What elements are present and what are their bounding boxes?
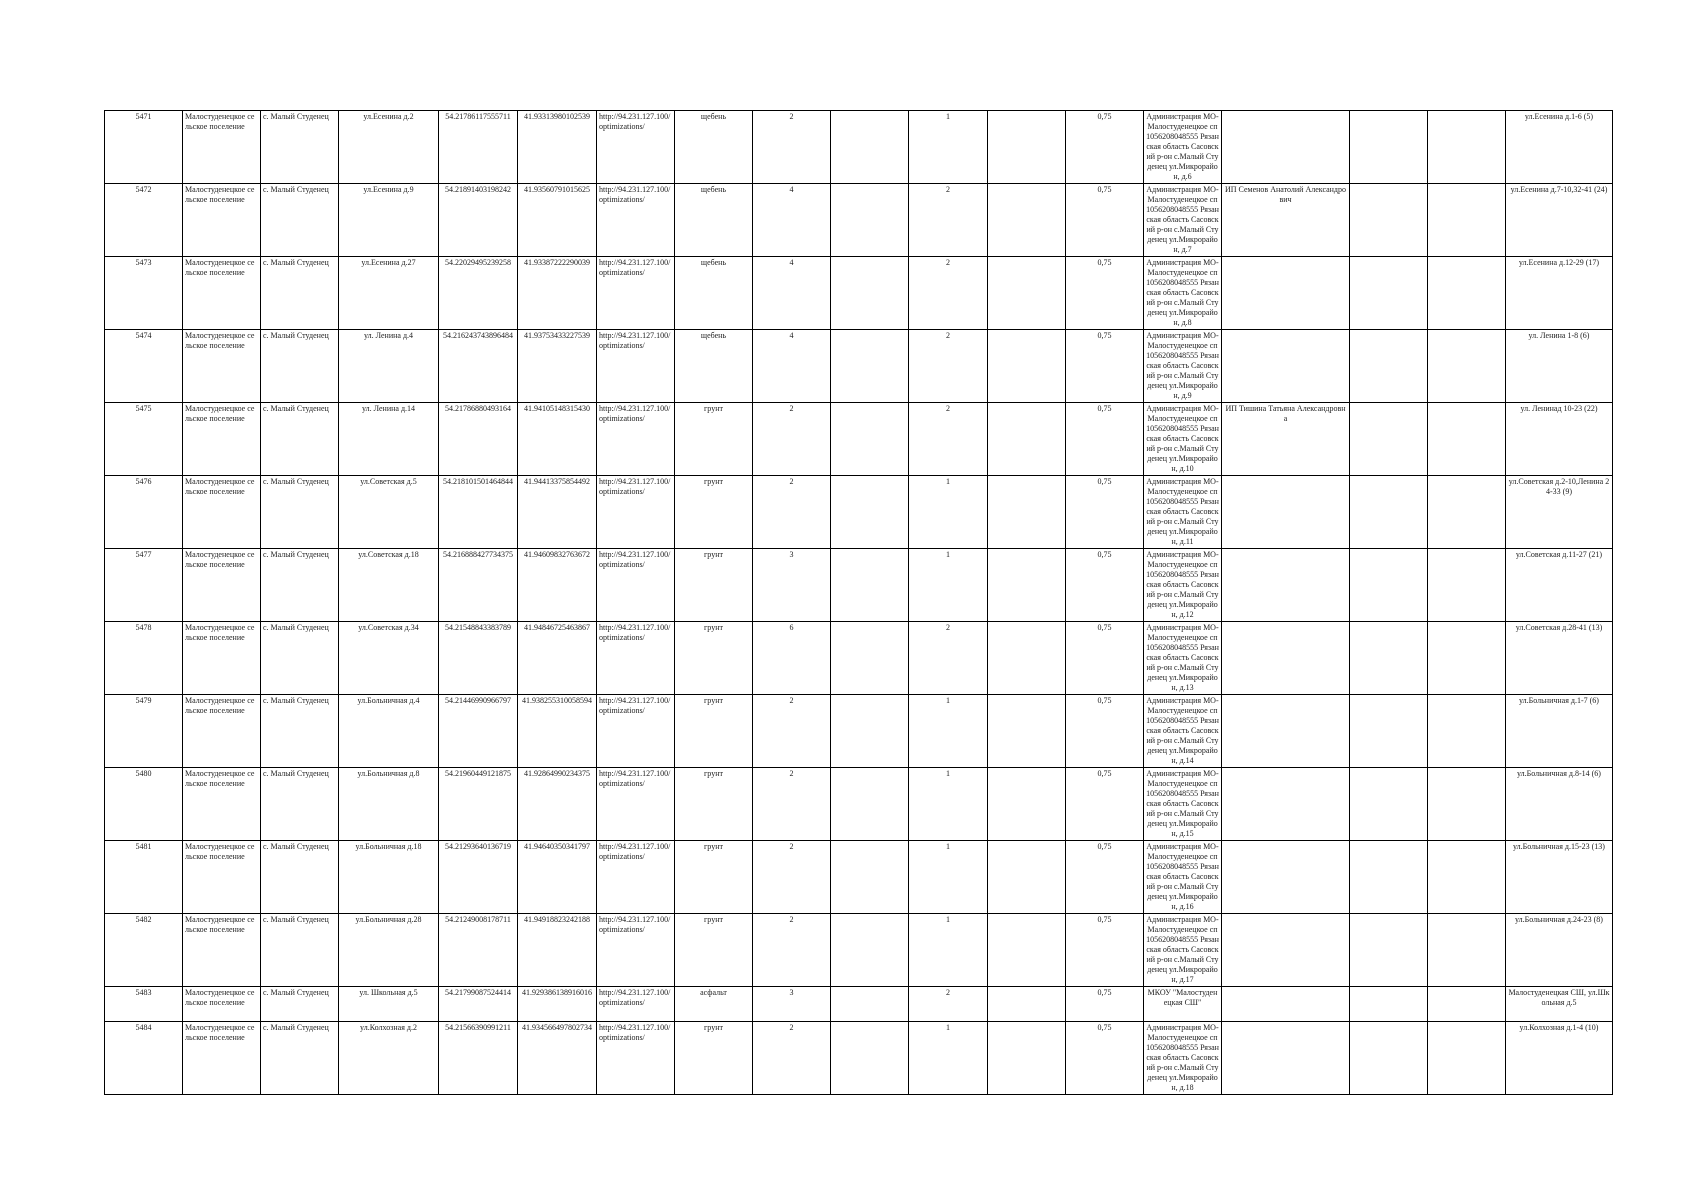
cell-address: ул.Советская д.34 [339,622,439,695]
cell-id: 5473 [105,257,183,330]
cell-empty [1428,476,1506,549]
cell-area: 0,75 [1066,841,1144,914]
cell-count: 2 [909,257,988,330]
cell-map-link: http://94.231.127.100/optimizations/ [597,768,675,841]
cell-id: 5480 [105,768,183,841]
cell-latitude: 54.21786880493164 [439,403,518,476]
cell-operator: ИП Тишина Татьяна Александровна [1222,403,1350,476]
cell-owner: Администрация МО-Малостуденецкое сп 1056208048555 Рязанская область Сасовский р-он с.Малый Студенец ул.Микрорайон, д.18 [1144,1022,1222,1095]
cell-settlement: Малостуденецкое сельское поселение [183,841,261,914]
cell-count: 1 [909,111,988,184]
cell-count: 1 [909,476,988,549]
cell-count: 1 [909,914,988,987]
cell-empty [831,257,909,330]
cell-empty [988,257,1066,330]
cell-empty [831,330,909,403]
cell-served-addresses: ул.Колхозная д.1-4 (10) [1506,1022,1613,1095]
cell-count: 6 [753,622,831,695]
cell-empty [1350,841,1428,914]
cell-locality: с. Малый Студенец [261,768,339,841]
cell-empty [1428,987,1506,1022]
cell-latitude: 54.218101501464844 [439,476,518,549]
cell-surface: щебень [675,330,753,403]
cell-count: 4 [753,184,831,257]
cell-latitude: 54.21446990966797 [439,695,518,768]
cell-locality: с. Малый Студенец [261,1022,339,1095]
cell-empty [1350,330,1428,403]
cell-settlement: Малостуденецкое сельское поселение [183,914,261,987]
table-row [105,111,1613,184]
cell-empty [988,111,1066,184]
cell-area: 0,75 [1066,111,1144,184]
cell-empty [1350,549,1428,622]
cell-operator [1222,841,1350,914]
cell-map-link: http://94.231.127.100/optimizations/ [597,476,675,549]
cell-surface: щебень [675,257,753,330]
cell-empty [988,184,1066,257]
table-row [105,768,1613,841]
table-row [105,987,1613,1022]
cell-area: 0,75 [1066,768,1144,841]
cell-longitude: 41.93560791015625 [518,184,597,257]
cell-latitude: 54.216243743896484 [439,330,518,403]
cell-map-link: http://94.231.127.100/optimizations/ [597,111,675,184]
cell-id: 5479 [105,695,183,768]
cell-id: 5481 [105,841,183,914]
cell-count: 1 [909,1022,988,1095]
cell-address: ул. Ленина д.14 [339,403,439,476]
cell-locality: с. Малый Студенец [261,914,339,987]
cell-settlement: Малостуденецкое сельское поселение [183,184,261,257]
cell-empty [988,622,1066,695]
cell-address: ул.Больничная д.28 [339,914,439,987]
cell-longitude: 41.94918823242188 [518,914,597,987]
cell-owner: Администрация МО-Малостуденецкое сп 1056208048555 Рязанская область Сасовский р-он с.Малый Студенец ул.Микрорайон, д.8 [1144,257,1222,330]
cell-longitude: 41.94609832763672 [518,549,597,622]
cell-count: 2 [909,622,988,695]
cell-served-addresses: ул.Есенина д.7-10,32-41 (24) [1506,184,1613,257]
cell-count: 2 [909,184,988,257]
cell-address: ул.Есенина д.9 [339,184,439,257]
cell-count: 2 [753,1022,831,1095]
cell-map-link: http://94.231.127.100/optimizations/ [597,184,675,257]
cell-empty [1428,622,1506,695]
cell-owner: Администрация МО-Малостуденецкое сп 1056208048555 Рязанская область Сасовский р-он с.Малый Студенец ул.Микрорайон, д.9 [1144,330,1222,403]
cell-count: 2 [753,476,831,549]
cell-count: 2 [753,768,831,841]
cell-operator: ИП Семенов Анатолий Александрович [1222,184,1350,257]
cell-id: 5484 [105,1022,183,1095]
cell-area: 0,75 [1066,330,1144,403]
cell-locality: с. Малый Студенец [261,695,339,768]
cell-empty [988,330,1066,403]
cell-latitude: 54.21293640136719 [439,841,518,914]
cell-owner: Администрация МО-Малостуденецкое сп 1056208048555 Рязанская область Сасовский р-он с.Малый Студенец ул.Микрорайон, д.14 [1144,695,1222,768]
cell-id: 5482 [105,914,183,987]
cell-operator [1222,622,1350,695]
cell-served-addresses: ул. Ленина 1-8 (6) [1506,330,1613,403]
cell-area: 0,75 [1066,987,1144,1022]
table-row [105,841,1613,914]
cell-map-link: http://94.231.127.100/optimizations/ [597,330,675,403]
cell-count: 3 [753,987,831,1022]
cell-empty [1428,549,1506,622]
cell-settlement: Малостуденецкое сельское поселение [183,987,261,1022]
cell-empty [1428,330,1506,403]
cell-longitude: 41.934566497802734 [518,1022,597,1095]
cell-settlement: Малостуденецкое сельское поселение [183,330,261,403]
cell-empty [831,841,909,914]
cell-count: 1 [909,841,988,914]
cell-id: 5478 [105,622,183,695]
cell-count: 1 [909,768,988,841]
cell-address: ул. Школьная д.5 [339,987,439,1022]
cell-owner: Администрация МО-Малостуденецкое сп 1056208048555 Рязанская область Сасовский р-он с.Малый Студенец ул.Микрорайон, д.12 [1144,549,1222,622]
cell-surface: грунт [675,476,753,549]
cell-served-addresses: ул.Есенина д.12-29 (17) [1506,257,1613,330]
cell-operator [1222,330,1350,403]
cell-operator [1222,111,1350,184]
cell-longitude: 41.94413375854492 [518,476,597,549]
cell-locality: с. Малый Студенец [261,184,339,257]
cell-id: 5483 [105,987,183,1022]
cell-empty [831,184,909,257]
cell-area: 0,75 [1066,403,1144,476]
table-row [105,403,1613,476]
cell-count: 2 [909,330,988,403]
cell-operator [1222,914,1350,987]
cell-longitude: 41.938255310058594 [518,695,597,768]
cell-locality: с. Малый Студенец [261,987,339,1022]
cell-id: 5476 [105,476,183,549]
table-row [105,476,1613,549]
cell-surface: щебень [675,111,753,184]
cell-map-link: http://94.231.127.100/optimizations/ [597,695,675,768]
cell-empty [1350,1022,1428,1095]
cell-address: ул. Ленина д.4 [339,330,439,403]
cell-surface: грунт [675,1022,753,1095]
cell-longitude: 41.93753433227539 [518,330,597,403]
cell-id: 5472 [105,184,183,257]
table-row [105,257,1613,330]
cell-empty [1350,695,1428,768]
cell-longitude: 41.929386138916016 [518,987,597,1022]
cell-latitude: 54.21548843383789 [439,622,518,695]
cell-served-addresses: Малостуденецкая СШ, ул.Школьная д.5 [1506,987,1613,1022]
cell-owner: Администрация МО-Малостуденецкое сп 1056208048555 Рязанская область Сасовский р-он с.Малый Студенец ул.Микрорайон, д.11 [1144,476,1222,549]
cell-owner: Администрация МО-Малостуденецкое сп 1056208048555 Рязанская область Сасовский р-он с.Малый Студенец ул.Микрорайон, д.6 [1144,111,1222,184]
cell-served-addresses: ул.Советская д.2-10,Ленина 24-33 (9) [1506,476,1613,549]
cell-area: 0,75 [1066,549,1144,622]
cell-empty [831,987,909,1022]
cell-count: 2 [909,987,988,1022]
cell-count: 1 [909,695,988,768]
cell-area: 0,75 [1066,184,1144,257]
cell-empty [1428,403,1506,476]
cell-surface: грунт [675,549,753,622]
cell-settlement: Малостуденецкое сельское поселение [183,1022,261,1095]
cell-locality: с. Малый Студенец [261,111,339,184]
cell-settlement: Малостуденецкое сельское поселение [183,549,261,622]
cell-empty [831,622,909,695]
cell-served-addresses: ул. Ленинад 10-23 (22) [1506,403,1613,476]
cell-address: ул.Советская д.18 [339,549,439,622]
cell-owner: Администрация МО-Малостуденецкое сп 1056208048555 Рязанская область Сасовский р-он с.Малый Студенец ул.Микрорайон, д.17 [1144,914,1222,987]
cell-empty [988,403,1066,476]
cell-empty [1428,841,1506,914]
cell-operator [1222,987,1350,1022]
cell-owner: Администрация МО-Малостуденецкое сп 1056208048555 Рязанская область Сасовский р-он с.Малый Студенец ул.Микрорайон, д.10 [1144,403,1222,476]
cell-served-addresses: ул.Есенина д.1-6 (5) [1506,111,1613,184]
cell-owner: Администрация МО-Малостуденецкое сп 1056208048555 Рязанская область Сасовский р-он с.Малый Студенец ул.Микрорайон, д.16 [1144,841,1222,914]
cell-empty [988,695,1066,768]
cell-count: 2 [753,914,831,987]
cell-empty [1350,914,1428,987]
cell-operator [1222,695,1350,768]
cell-empty [1350,476,1428,549]
waste-sites-table [104,110,1613,1095]
cell-surface: асфальт [675,987,753,1022]
cell-served-addresses: ул.Советская д.28-41 (13) [1506,622,1613,695]
cell-map-link: http://94.231.127.100/optimizations/ [597,403,675,476]
cell-longitude: 41.93313980102539 [518,111,597,184]
cell-surface: грунт [675,768,753,841]
cell-surface: щебень [675,184,753,257]
cell-locality: с. Малый Студенец [261,841,339,914]
cell-locality: с. Малый Студенец [261,257,339,330]
cell-latitude: 54.21786117555711 [439,111,518,184]
cell-count: 2 [909,403,988,476]
cell-empty [1350,257,1428,330]
table-row [105,695,1613,768]
cell-map-link: http://94.231.127.100/optimizations/ [597,841,675,914]
cell-address: ул.Есенина д.27 [339,257,439,330]
cell-operator [1222,768,1350,841]
cell-latitude: 54.21249008178711 [439,914,518,987]
cell-surface: грунт [675,622,753,695]
cell-settlement: Малостуденецкое сельское поселение [183,768,261,841]
cell-owner: МКОУ "Малостуденецкая СШ" [1144,987,1222,1022]
cell-longitude: 41.92864990234375 [518,768,597,841]
cell-empty [1350,987,1428,1022]
cell-latitude: 54.21891403198242 [439,184,518,257]
cell-id: 5474 [105,330,183,403]
cell-operator [1222,549,1350,622]
cell-address: ул.Больничная д.4 [339,695,439,768]
cell-locality: с. Малый Студенец [261,549,339,622]
cell-settlement: Малостуденецкое сельское поселение [183,622,261,695]
cell-empty [1350,622,1428,695]
cell-empty [988,841,1066,914]
cell-empty [1428,1022,1506,1095]
cell-empty [1428,914,1506,987]
cell-address: ул.Больничная д.18 [339,841,439,914]
cell-empty [1428,257,1506,330]
cell-owner: Администрация МО-Малостуденецкое сп 1056208048555 Рязанская область Сасовский р-он с.Малый Студенец ул.Микрорайон, д.13 [1144,622,1222,695]
cell-longitude: 41.93387222290039 [518,257,597,330]
cell-area: 0,75 [1066,476,1144,549]
cell-surface: грунт [675,695,753,768]
cell-map-link: http://94.231.127.100/optimizations/ [597,914,675,987]
cell-address: ул.Советская д.5 [339,476,439,549]
cell-operator [1222,1022,1350,1095]
cell-empty [1350,184,1428,257]
cell-settlement: Малостуденецкое сельское поселение [183,257,261,330]
cell-map-link: http://94.231.127.100/optimizations/ [597,622,675,695]
cell-locality: с. Малый Студенец [261,476,339,549]
cell-area: 0,75 [1066,1022,1144,1095]
table-row [105,1022,1613,1095]
cell-settlement: Малостуденецкое сельское поселение [183,403,261,476]
cell-settlement: Малостуденецкое сельское поселение [183,695,261,768]
cell-served-addresses: ул.Больничная д.1-7 (6) [1506,695,1613,768]
cell-count: 2 [753,695,831,768]
cell-empty [988,914,1066,987]
cell-settlement: Малостуденецкое сельское поселение [183,111,261,184]
cell-locality: с. Малый Студенец [261,403,339,476]
cell-area: 0,75 [1066,622,1144,695]
cell-operator [1222,476,1350,549]
cell-empty [831,695,909,768]
cell-served-addresses: ул.Больничная д.24-23 (8) [1506,914,1613,987]
cell-latitude: 54.21566390991211 [439,1022,518,1095]
cell-empty [988,768,1066,841]
cell-map-link: http://94.231.127.100/optimizations/ [597,549,675,622]
cell-locality: с. Малый Студенец [261,622,339,695]
cell-served-addresses: ул.Больничная д.15-23 (13) [1506,841,1613,914]
cell-empty [831,768,909,841]
cell-empty [1428,695,1506,768]
cell-empty [1428,111,1506,184]
cell-empty [831,914,909,987]
table-row [105,330,1613,403]
cell-map-link: http://94.231.127.100/optimizations/ [597,257,675,330]
cell-empty [831,1022,909,1095]
cell-longitude: 41.94640350341797 [518,841,597,914]
cell-map-link: http://94.231.127.100/optimizations/ [597,1022,675,1095]
cell-longitude: 41.94846725463867 [518,622,597,695]
cell-empty [831,549,909,622]
cell-served-addresses: ул.Советская д.11-27 (21) [1506,549,1613,622]
cell-id: 5475 [105,403,183,476]
cell-empty [831,403,909,476]
cell-settlement: Малостуденецкое сельское поселение [183,476,261,549]
cell-count: 4 [753,330,831,403]
cell-latitude: 54.22029495239258 [439,257,518,330]
cell-surface: грунт [675,403,753,476]
table-row [105,622,1613,695]
cell-empty [988,987,1066,1022]
cell-map-link: http://94.231.127.100/optimizations/ [597,987,675,1022]
table-row [105,184,1613,257]
cell-empty [988,549,1066,622]
cell-area: 0,75 [1066,914,1144,987]
cell-count: 2 [753,403,831,476]
cell-address: ул.Колхозная д.2 [339,1022,439,1095]
cell-longitude: 41.94105148315430 [518,403,597,476]
cell-id: 5477 [105,549,183,622]
cell-address: ул.Больничная д.8 [339,768,439,841]
cell-count: 2 [753,841,831,914]
cell-surface: грунт [675,914,753,987]
cell-count: 4 [753,257,831,330]
cell-count: 3 [753,549,831,622]
cell-empty [831,111,909,184]
cell-empty [831,476,909,549]
cell-id: 5471 [105,111,183,184]
cell-owner: Администрация МО-Малостуденецкое сп 1056208048555 Рязанская область Сасовский р-он с.Малый Студенец ул.Микрорайон, д.7 [1144,184,1222,257]
cell-address: ул.Есенина д.2 [339,111,439,184]
cell-empty [1350,403,1428,476]
cell-latitude: 54.21960449121875 [439,768,518,841]
cell-count: 1 [909,549,988,622]
cell-empty [988,1022,1066,1095]
cell-served-addresses: ул.Больничная д.8-14 (6) [1506,768,1613,841]
cell-latitude: 54.21799087524414 [439,987,518,1022]
cell-empty [1350,111,1428,184]
cell-empty [1428,768,1506,841]
cell-owner: Администрация МО-Малостуденецкое сп 1056208048555 Рязанская область Сасовский р-он с.Малый Студенец ул.Микрорайон, д.15 [1144,768,1222,841]
table-row [105,914,1613,987]
cell-surface: грунт [675,841,753,914]
cell-empty [988,476,1066,549]
cell-latitude: 54.216888427734375 [439,549,518,622]
cell-locality: с. Малый Студенец [261,330,339,403]
cell-operator [1222,257,1350,330]
cell-empty [1428,184,1506,257]
cell-count: 2 [753,111,831,184]
cell-area: 0,75 [1066,695,1144,768]
cell-area: 0,75 [1066,257,1144,330]
cell-empty [1350,768,1428,841]
table-row [105,549,1613,622]
